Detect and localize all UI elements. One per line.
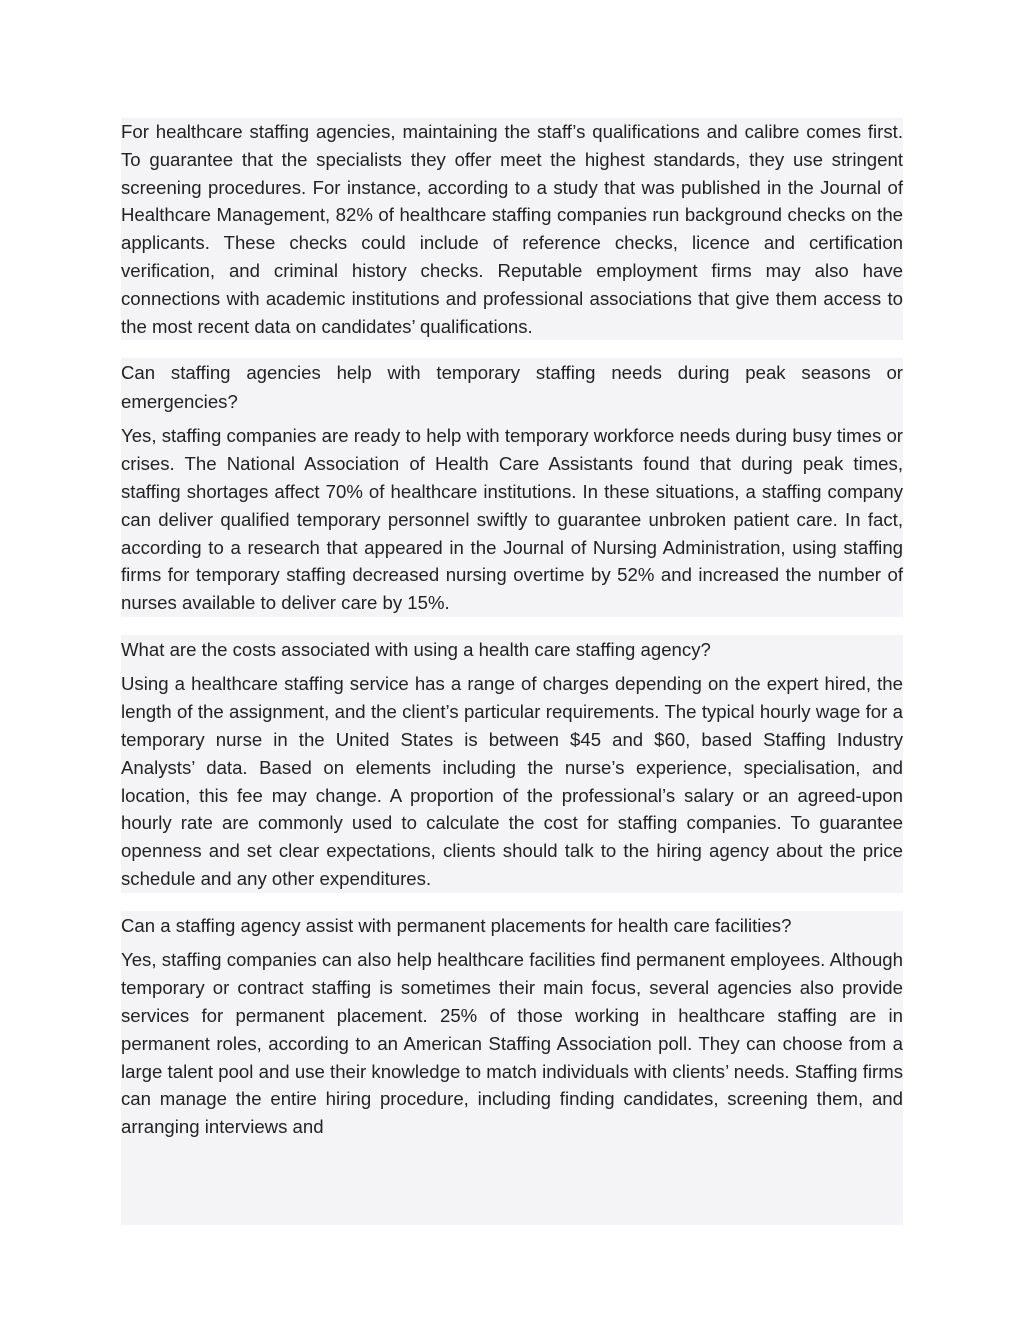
intro-paragraph: For healthcare staffing agencies, maintaining the staff’s qualifications and calibre comes first. To guarantee that the specialists they offer meet the highest standards, they use stringent screening procedures. For instance, according to a study that was published in the Journal of Healthcare Management, 82% of healthcare staffing companies run background checks on the applicants. These checks could include of reference checks, licence and certification verification, and criminal history checks. Reputable employment firms may also have connections with academic institutions and professional associations that give them access to the most recent data on candidates’ qualifications. (121, 118, 903, 340)
faq-answer-temporary-staffing: Yes, staffing companies are ready to help with temporary workforce needs during busy times or crises. The National Association of Health Care Assistants found that during peak times, staffing shortages affect 70% of healthcare institutions. In these situations, a staffing company can deliver qualified temporary personnel swiftly to guarantee unbroken patient care. In fact, according to a research that appeared in the Journal of Nursing Administration, using staffing firms for temporary staffing decreased nursing overtime by 52% and increased the number of nurses available to deliver care by 15%. (121, 422, 903, 617)
faq-question-permanent-placements: Can a staffing agency assist with permanent placements for health care facilities? (121, 911, 903, 947)
document-body (121, 118, 903, 1225)
faq-answer-costs: Using a healthcare staffing service has a range of charges depending on the expert hired, the length of the assignment, and the client’s particular requirements. The typical hourly wage for a temporary nurse in the United States is between $45 and $60, based Staffing Industry Analysts’ data. Based on elements including the nurse’s experience, specialisation, and location, this fee may change. A proportion of the professional’s salary or an agreed-upon hourly rate are commonly used to calculate the cost for staffing companies. To guarantee openness and set clear expectations, clients should talk to the hiring agency about the price schedule and any other expenditures. (121, 670, 903, 892)
faq-answer-permanent-placements: Yes, staffing companies can also help healthcare facilities find permanent employees. Although temporary or contract staffing is sometimes their main focus, several agencies also provide services for permanent placement. 25% of those working in healthcare staffing are in permanent roles, according to an American Staffing Association poll. They can choose from a large talent pool and use their knowledge to match individuals with clients’ needs. Staffing firms can manage the entire hiring procedure, including finding candidates, screening them, and arranging interviews and (121, 946, 903, 1225)
faq-question-temporary-staffing: Can staffing agencies help with temporary staffing needs during peak seasons or emergencies? (121, 358, 903, 422)
faq-question-costs: What are the costs associated with using a health care staffing agency? (121, 635, 903, 671)
